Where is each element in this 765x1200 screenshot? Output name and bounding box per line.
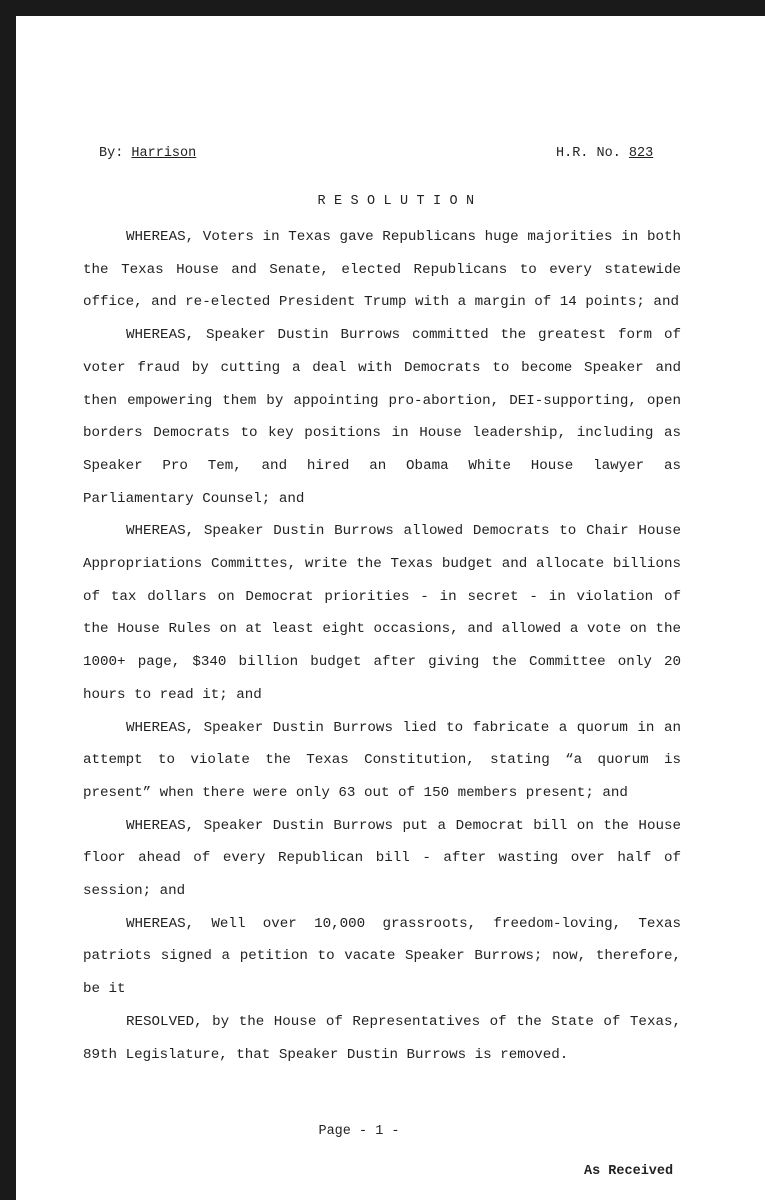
by-label: By: — [99, 146, 124, 161]
document-page — [16, 16, 765, 1200]
whereas-paragraph-6: WHEREAS, Well over 10,000 grassroots, freedom-loving, Texas patriots signed a petition to vacate Speaker Burrows; now, therefore, be it — [83, 915, 681, 998]
hr-label: H.R. No. — [556, 146, 621, 161]
whereas-paragraph-2: WHEREAS, Speaker Dustin Burrows committed the greatest form of voter fraud by cutting a deal with Democrats to become Speaker and then empowering them by appointing pro-abortion, DEI-supporting, open borders Democrats to key positions in House leadership, including as Speaker Pro Tem, and hired an Obama White House lawyer as Parliamentary Counsel; and — [83, 327, 681, 507]
resolution-body — [83, 221, 681, 1071]
document-title: RESOLUTION — [317, 194, 483, 209]
whereas-paragraph-3: WHEREAS, Speaker Dustin Burrows allowed Democrats to Chair House Appropriations Committes, write the Texas budget and allocate billions of tax dollars on Democrat priorities - in secret - in violation of the House Rules on at least eight occasions, and allowed a vote on the 1000+ page, $340 billion budget after giving the Committee only 20 hours to read it; and — [83, 523, 681, 703]
whereas-paragraph-5: WHEREAS, Speaker Dustin Burrows put a Democrat bill on the House floor ahead of every Republican bill - after wasting over half of session; and — [83, 817, 681, 900]
resolved-paragraph: RESOLVED, by the House of Representatives of the State of Texas, 89th Legislature, that Speaker Dustin Burrows is removed. — [83, 1013, 681, 1063]
status-label: As Received — [584, 1164, 674, 1179]
author-line — [99, 146, 196, 161]
whereas-paragraph-1: WHEREAS, Voters in Texas gave Republicans huge majorities in both the Texas House and Senate, elected Republicans to every statewide office, and re-elected President Trump with a margin of 14 points; and — [83, 229, 681, 311]
hr-number: 823 — [628, 146, 654, 161]
whereas-paragraph-4: WHEREAS, Speaker Dustin Burrows lied to fabricate a quorum in an attempt to violate the Texas Constitution, stating “a quorum is present” when there were only 63 out of 150 members present; and — [83, 719, 681, 801]
bill-number-line — [556, 146, 653, 161]
author-name: Harrison — [131, 146, 197, 161]
page-number: Page - 1 - — [318, 1124, 400, 1139]
